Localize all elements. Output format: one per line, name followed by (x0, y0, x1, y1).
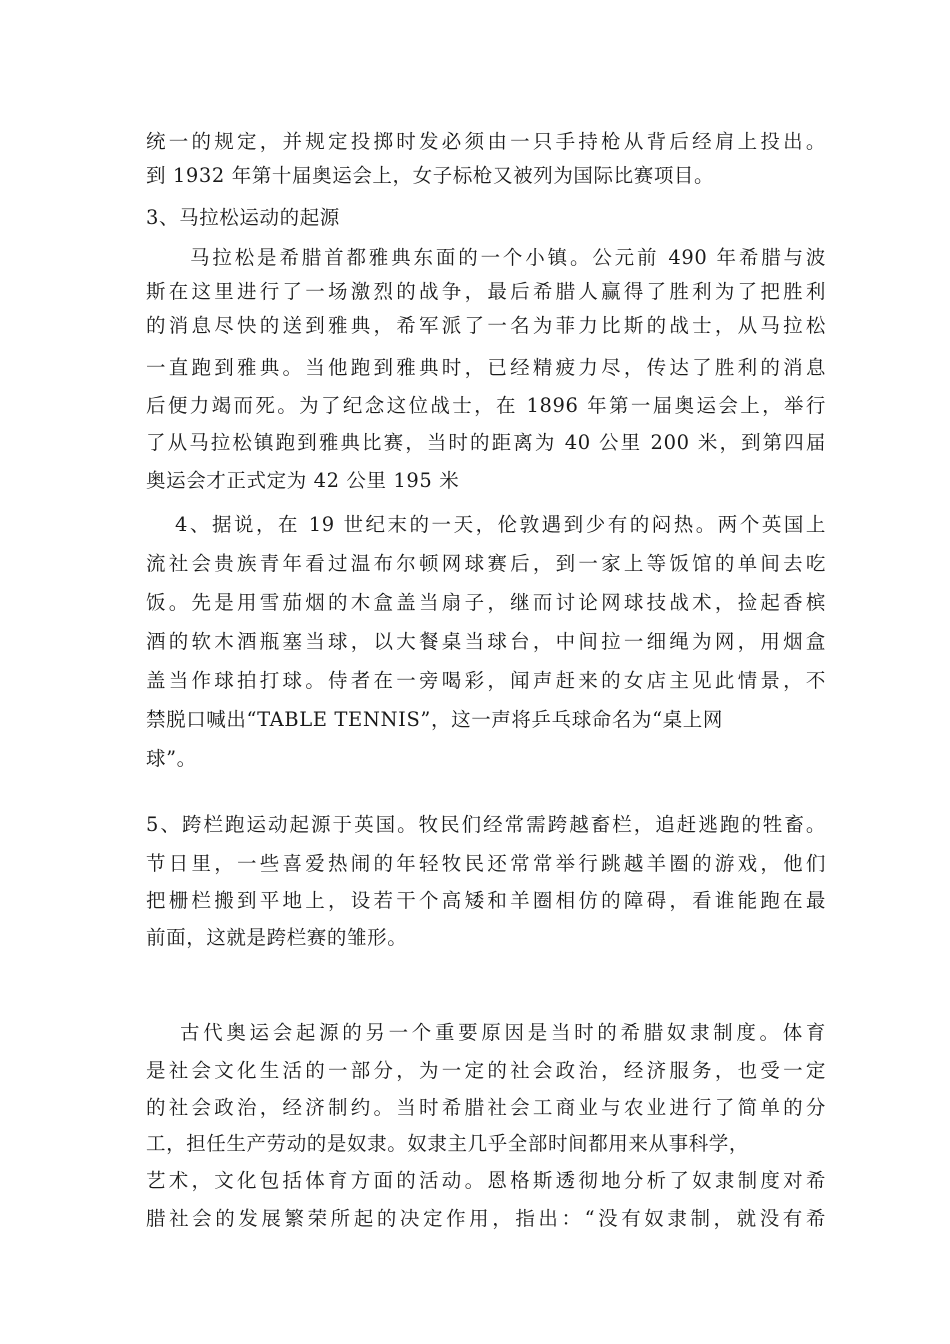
text-line: 奥运会才正式定为 42 公里 195 米 (146, 469, 460, 492)
section-heading: 3、马拉松运动的起源 (146, 206, 340, 229)
text-line: 盖当作球拍打球。侍者在一旁喝彩，闻声赶来的女店主见此情景，不 (146, 669, 826, 692)
text-line: 腊社会的发展繁荣所起的决定作用，指出：“没有奴隶制，就没有希 (146, 1207, 826, 1230)
text-line: 统一的规定，并规定投掷时发必须由一只手持枪从背后经肩上投出。 (146, 130, 826, 153)
text-line: 前面，这就是跨栏赛的雏形。 (146, 926, 408, 949)
text-line: 节日里，一些喜爱热闹的年轻牧民还常常举行跳越羊圈的游戏，他们 (146, 852, 826, 875)
text-line: 到 1932 年第十届奥运会上，女子标枪又被列为国际比赛项目。 (146, 164, 715, 187)
text-line: 禁脱口喊出“TABLE TENNIS”，这一声将乒乓球命名为“桌上网 (146, 708, 723, 731)
text-line: 球”。 (146, 747, 197, 770)
text-line: 酒的软木酒瓶塞当球，以大餐桌当球台，中间拉一细绳为网，用烟盒 (146, 630, 826, 653)
text-line: 饭。先是用雪茄烟的木盒盖当扇子，继而讨论网球技战术，捡起香槟 (146, 591, 826, 614)
text-line: 了从马拉松镇跑到雅典比赛，当时的距离为 40 公里 200 米，到第四届 (146, 431, 826, 454)
text-line: 的消息尽快的送到雅典，希军派了一名为菲力比斯的战士，从马拉松 (146, 314, 826, 337)
text-line: 是社会文化生活的一部分，为一定的社会政治，经济服务，也受一定 (146, 1059, 826, 1082)
text-line: 把栅栏搬到平地上，设若干个高矮和羊圈相仿的障碍，看谁能跑在最 (146, 889, 826, 912)
text-line: 工，担任生产劳动的是奴隶。奴隶主几乎全部时间都用来从事科学， (146, 1132, 750, 1155)
text-line: 马拉松是希腊首都雅典东面的一个小镇。公元前 490 年希腊与波 (190, 246, 826, 269)
text-line: 流社会贵族青年看过温布尔顿网球赛后，到一家上等饭馆的单间去吃 (146, 552, 826, 575)
text-line: 斯在这里进行了一场激烈的战争，最后希腊人赢得了胜利为了把胜利 (146, 280, 826, 303)
text-line: 后便力竭而死。为了纪念这位战士，在 1896 年第一届奥运会上，举行 (146, 394, 826, 417)
text-line: 5、跨栏跑运动起源于英国。牧民们经常需跨越畜栏，追赶逃跑的牲畜。 (146, 813, 826, 836)
text-line: 4、据说，在 19 世纪末的一天，伦敦遇到少有的闷热。两个英国上 (175, 513, 826, 536)
text-line: 的社会政治，经济制约。当时希腊社会工商业与农业进行了简单的分 (146, 1096, 826, 1119)
text-line: 艺术，文化包括体育方面的活动。恩格斯透彻地分析了奴隶制度对希 (146, 1169, 826, 1192)
text-line: 古代奥运会起源的另一个重要原因是当时的希腊奴隶制度。体育 (180, 1021, 826, 1044)
text-line: 一直跑到雅典。当他跑到雅典时，已经精疲力尽，传达了胜利的消息 (146, 356, 826, 379)
